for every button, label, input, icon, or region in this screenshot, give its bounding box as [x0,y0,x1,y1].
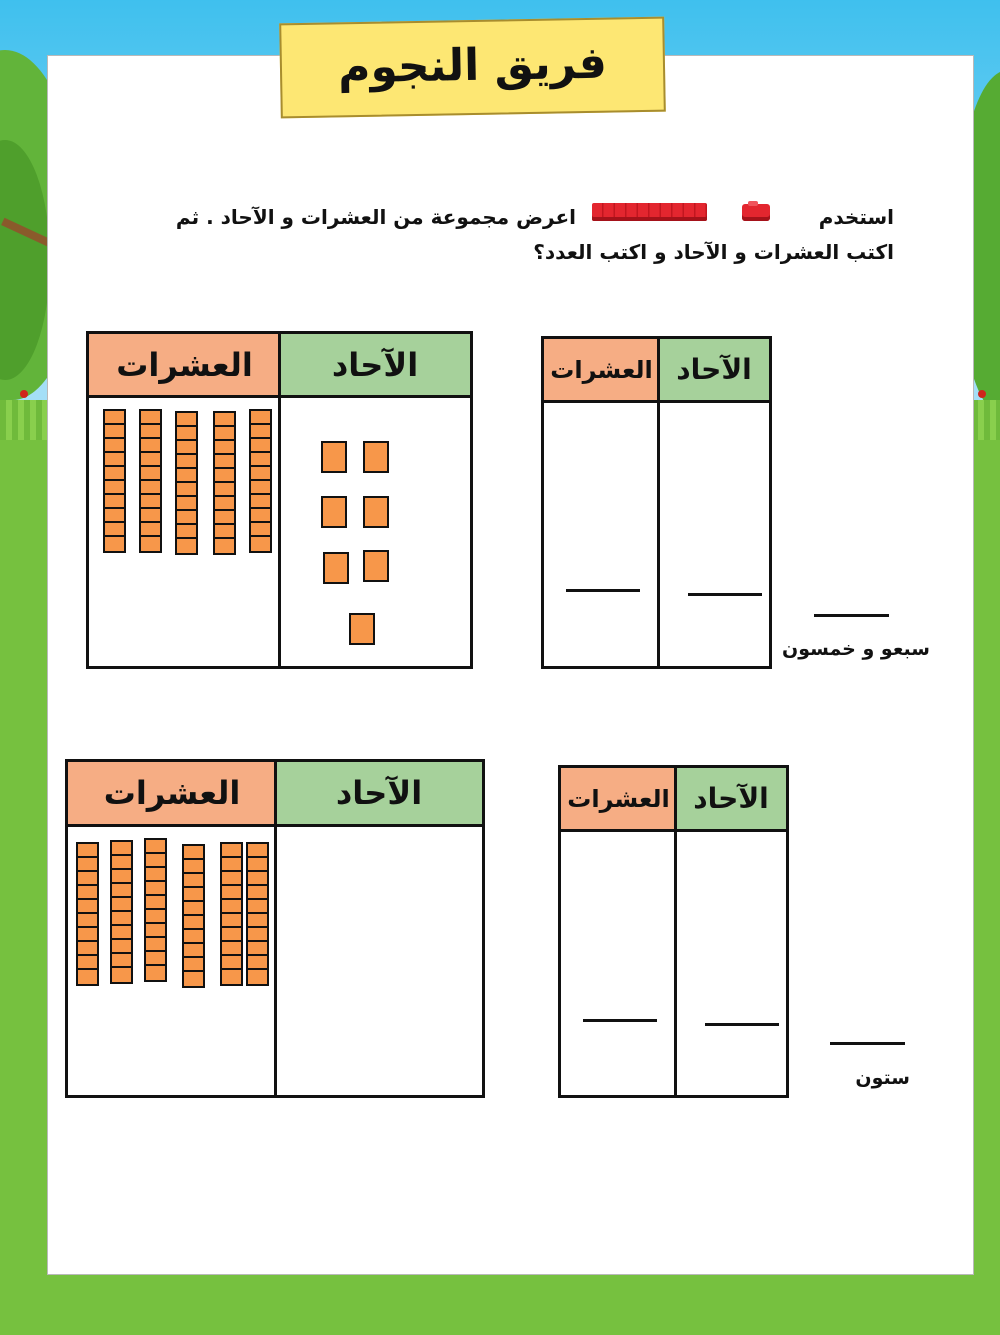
tens-header [544,339,659,403]
rod-segment [141,523,160,537]
ones-answer-blank[interactable] [688,593,762,596]
ones-answer-blank[interactable] [705,1023,779,1026]
rod-segment [105,537,124,551]
tens-header-label: العشرات [103,774,241,812]
rod-segment [177,469,196,483]
title-banner [279,17,666,119]
number-answer-blank[interactable] [814,614,889,617]
tens-rod[interactable] [182,844,205,988]
tens-answer-blank[interactable] [566,589,640,592]
rod-segment [251,523,270,537]
rod-segment [184,916,203,930]
rod-segment [222,886,241,900]
ones-header-label: الآحاد [693,782,769,815]
number-word-2: ستون [855,1067,910,1089]
rod-segment [146,924,165,938]
model-table-2 [65,759,485,1098]
rod-segment [112,926,131,940]
rod-segment [248,942,267,956]
rod-segment [184,846,203,860]
rod-segment [222,872,241,886]
tens-rod[interactable] [175,411,198,555]
rod-segment [215,413,234,427]
rod-segment [146,896,165,910]
rod-segment [184,944,203,958]
rod-segment [248,872,267,886]
rod-segment [215,511,234,525]
rod-segment [251,425,270,439]
rod-segment [141,425,160,439]
ones-header-label: الآحاد [676,353,752,386]
rod-segment [146,910,165,924]
tens-rod[interactable] [249,409,272,553]
rod-segment [177,483,196,497]
red-unit-cube-icon [742,204,770,221]
rod-segment [184,888,203,902]
rod-segment [112,940,131,954]
rod-segment [248,956,267,970]
rod-segment [215,525,234,539]
instruction-use-word: استخدم [818,205,894,229]
rod-segment [105,439,124,453]
rod-segment [251,411,270,425]
rod-segment [146,952,165,966]
tens-header [68,762,276,827]
ones-cube[interactable] [363,441,389,473]
rod-segment [248,928,267,942]
rod-segment [184,972,203,986]
ones-cube[interactable] [321,496,347,528]
rod-segment [146,868,165,882]
rod-segment [105,467,124,481]
answer-table-2 [558,765,789,1098]
rod-segment [112,870,131,884]
rod-segment [141,453,160,467]
rod-segment [222,956,241,970]
number-word-1: سبعو و خمسون [781,638,930,660]
rod-segment [78,872,97,886]
rod-segment [215,469,234,483]
tens-rod[interactable] [220,842,243,986]
rod-segment [141,537,160,551]
rod-segment [78,928,97,942]
answer-table-1 [541,336,772,669]
rod-segment [184,902,203,916]
rod-segment [112,954,131,968]
rod-segment [141,481,160,495]
rod-segment [146,882,165,896]
rod-segment [177,427,196,441]
rod-segment [248,914,267,928]
rod-segment [146,840,165,854]
ones-cube[interactable] [363,550,389,582]
page-title: فريق النجوم [337,37,608,94]
rod-segment [141,509,160,523]
rod-segment [146,966,165,980]
rod-segment [141,495,160,509]
ones-cube[interactable] [323,552,349,584]
rod-segment [251,481,270,495]
rod-segment [141,411,160,425]
tens-rod[interactable] [213,411,236,555]
column-divider [657,339,660,666]
rod-segment [184,874,203,888]
ones-header [280,334,470,398]
tens-rod[interactable] [110,840,133,984]
rod-segment [248,970,267,984]
rod-segment [248,844,267,858]
rod-segment [215,427,234,441]
instruction-line-1: اعرض مجموعة من العشرات و الآحاد . ثم [175,205,576,229]
rod-segment [251,509,270,523]
tens-rod[interactable] [103,409,126,553]
rod-segment [177,413,196,427]
rod-segment [78,844,97,858]
ones-header-label: الآحاد [335,774,423,812]
rod-segment [112,884,131,898]
rod-segment [184,860,203,874]
rod-segment [78,942,97,956]
rod-segment [222,900,241,914]
rod-segment [141,439,160,453]
column-divider [278,334,281,666]
rod-segment [251,537,270,551]
rod-segment [78,970,97,984]
tens-rod[interactable] [246,842,269,986]
rod-segment [251,467,270,481]
ones-cube[interactable] [363,496,389,528]
rod-segment [215,539,234,553]
rod-segment [222,844,241,858]
tens-rod[interactable] [139,409,162,553]
rod-segment [105,523,124,537]
tens-header-label: العشرات [550,355,653,384]
rod-segment [251,453,270,467]
ones-header [676,768,786,832]
ones-header-label: الآحاد [331,345,419,384]
ones-header [276,762,482,827]
rod-segment [78,858,97,872]
rod-segment [112,968,131,982]
rod-segment [222,970,241,984]
ones-header [659,339,769,403]
rod-segment [146,854,165,868]
rod-segment [248,886,267,900]
model-table-1 [86,331,473,669]
rod-segment [78,914,97,928]
rod-segment [215,483,234,497]
tens-rod[interactable] [144,838,167,982]
rod-segment [141,467,160,481]
berry-icon [978,390,986,398]
rod-segment [105,509,124,523]
rod-segment [112,912,131,926]
tens-answer-blank[interactable] [583,1019,657,1022]
rod-segment [251,495,270,509]
rod-segment [146,938,165,952]
rod-segment [177,441,196,455]
rod-segment [248,858,267,872]
rod-segment [78,956,97,970]
rod-segment [105,495,124,509]
red-ten-rod-icon [592,203,707,221]
rod-segment [215,497,234,511]
rod-segment [251,439,270,453]
rod-segment [177,525,196,539]
rod-segment [112,898,131,912]
rod-segment [177,497,196,511]
rod-segment [184,930,203,944]
rod-segment [177,539,196,553]
rod-segment [177,511,196,525]
rod-segment [184,958,203,972]
number-answer-blank[interactable] [830,1042,905,1045]
column-divider [674,768,677,1095]
rod-segment [222,942,241,956]
ones-cube[interactable] [349,613,375,645]
rod-segment [215,455,234,469]
rod-segment [105,425,124,439]
rod-segment [222,914,241,928]
ones-cube[interactable] [321,441,347,473]
rod-segment [112,856,131,870]
tens-rod[interactable] [76,842,99,986]
rod-segment [105,453,124,467]
rod-segment [78,886,97,900]
berry-icon [20,390,28,398]
rod-segment [215,441,234,455]
rod-segment [105,411,124,425]
instruction-line-2: اكتب العشرات و الآحاد و اكتب العدد؟ [533,240,894,264]
rod-segment [222,858,241,872]
rod-segment [248,900,267,914]
tens-header [89,334,280,398]
rod-segment [112,842,131,856]
tens-header-label: العشرات [567,784,670,813]
rod-segment [105,481,124,495]
rod-segment [177,455,196,469]
rod-segment [78,900,97,914]
column-divider [274,762,277,1095]
rod-segment [222,928,241,942]
tens-header [561,768,676,832]
tens-header-label: العشرات [116,345,253,384]
